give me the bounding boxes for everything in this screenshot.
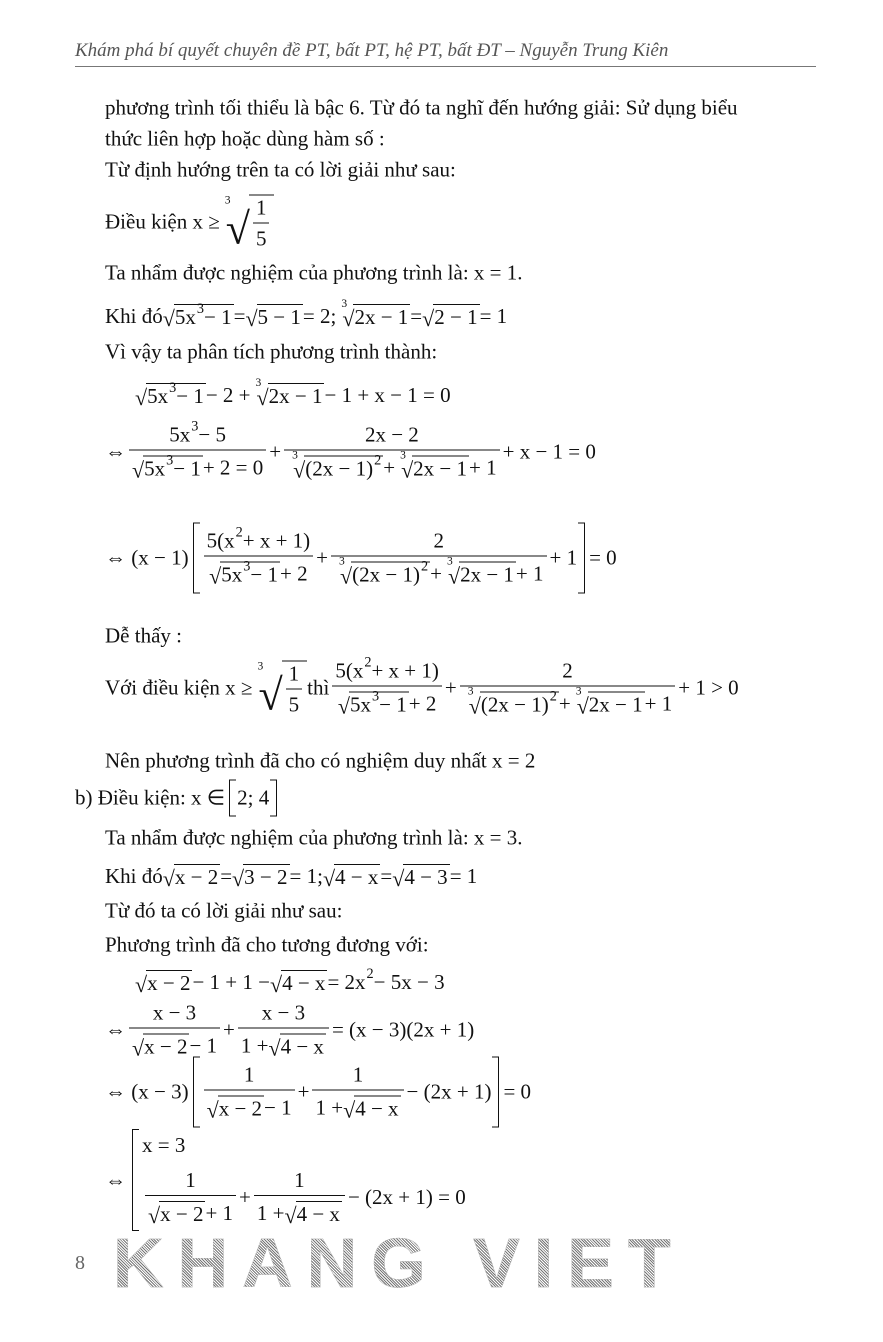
math-text: 2x − 1 — [588, 692, 643, 717]
math-text: − 1 — [189, 1033, 218, 1057]
text-line — [105, 523, 617, 594]
radical-sign: √ — [293, 457, 306, 483]
square-root — [209, 560, 280, 588]
numerator — [129, 1001, 220, 1029]
math-text: Vì vậy ta phân tích phương trình thành: — [105, 339, 438, 364]
square-root — [392, 862, 449, 890]
root-index: 3 — [575, 685, 582, 698]
math-text: + 1 > 0 — [678, 675, 739, 700]
text-line — [105, 654, 739, 720]
fraction — [129, 418, 266, 483]
superscript: 2 — [366, 965, 374, 982]
fraction — [284, 423, 499, 482]
square-root — [245, 302, 302, 330]
numerator — [238, 1001, 329, 1029]
root-index: 3 — [292, 449, 298, 462]
radical-sign: √ — [269, 971, 283, 997]
numerator — [331, 529, 546, 557]
square-root — [343, 1094, 400, 1122]
math-text: = — [220, 863, 233, 888]
radical-sign: √ — [256, 384, 269, 410]
math-text: 1 + — [240, 1033, 269, 1057]
text-line — [105, 1057, 531, 1128]
math-text: x − 2 — [174, 865, 219, 889]
denominator — [204, 1091, 295, 1122]
numerator — [312, 1063, 403, 1091]
math-text: 4 − x — [296, 1202, 340, 1226]
system-row — [142, 1168, 466, 1227]
cube-root — [226, 193, 275, 252]
text-line — [135, 377, 451, 410]
radicand — [459, 562, 516, 588]
denominator — [145, 1196, 236, 1227]
radical-sign: √ — [343, 1097, 356, 1123]
square-root — [148, 1199, 205, 1227]
math-text: − 1 — [176, 384, 204, 408]
radicand — [268, 383, 325, 409]
radical-sign: √ — [468, 693, 481, 719]
math-text: 1 — [243, 1062, 255, 1087]
superscript: 2 — [420, 558, 429, 575]
square-root — [132, 454, 203, 482]
fraction — [312, 1063, 403, 1122]
math-text: Ta nhẩm được nghiệm của phương trình là: x = 1. — [105, 260, 523, 285]
cube-root — [258, 659, 307, 718]
text-line — [105, 1001, 474, 1060]
math-text: (2x − 1) — [305, 456, 374, 481]
numerator — [254, 1168, 345, 1196]
math-text: 2x − 1 — [413, 456, 468, 481]
cube-root — [341, 298, 410, 331]
radical-sign: √ — [148, 1202, 161, 1228]
math-text: + — [223, 1017, 235, 1042]
radicand — [174, 864, 220, 890]
square-root — [135, 968, 192, 996]
square-root — [323, 862, 380, 890]
square-root — [232, 862, 289, 890]
root-index: 3 — [341, 298, 348, 310]
math-text: − 1 — [173, 456, 201, 481]
denominator — [331, 557, 546, 588]
denominator — [286, 690, 303, 718]
cube-root — [400, 449, 469, 483]
math-text: x − 2 — [218, 1096, 263, 1121]
superscript: 2 — [235, 524, 243, 541]
math-text: ⇔ (x − 1) — [105, 545, 189, 570]
math-text: 4 − 3 — [404, 865, 448, 889]
math-text: + — [269, 439, 282, 464]
fraction — [253, 196, 270, 252]
radical-sign: √ — [268, 1035, 281, 1061]
radical-sign: √ — [422, 305, 435, 331]
denominator — [335, 687, 439, 718]
text-line — [105, 340, 437, 365]
text-line — [105, 298, 508, 331]
math-text: x − 2 — [160, 1202, 204, 1226]
math-text: 5x — [350, 692, 371, 717]
math-text: x − 3 — [152, 1000, 197, 1025]
math-text: = 0 — [589, 545, 617, 570]
square-root — [135, 381, 206, 409]
radicand — [282, 661, 308, 718]
text-line — [105, 96, 738, 121]
math-text: = 1 — [479, 303, 508, 328]
math-text: 2 — [562, 658, 573, 683]
math-text: 5x — [174, 305, 196, 329]
math-text: = — [410, 303, 423, 328]
radical-sign: √ — [132, 1035, 145, 1061]
radicand — [146, 380, 206, 409]
root-index: 3 — [446, 555, 453, 568]
fraction — [204, 524, 314, 589]
math-text: − 1 — [264, 1095, 292, 1119]
radical-sign: √ — [337, 693, 350, 719]
math-text: + — [558, 691, 571, 715]
math-text: − 1 + x − 1 = 0 — [324, 382, 451, 407]
numerator — [332, 654, 442, 687]
denominator — [238, 1029, 329, 1060]
math-text: 2 — [433, 528, 444, 553]
math-text: = 0 — [503, 1079, 532, 1104]
running-header: Khám phá bí quyết chuyên đề PT, bất PT, hệ PT, bất ĐT – Nguyễn Trung Kiên — [75, 40, 669, 61]
math-text: − 1 — [250, 562, 278, 587]
math-text: Dễ thấy : — [105, 623, 182, 648]
math-text: 4 − x — [335, 865, 379, 889]
math-text: Khi đó — [105, 863, 163, 888]
math-text: 1 + — [256, 1200, 285, 1225]
radicand — [588, 692, 645, 718]
math-text: 1 — [288, 661, 300, 686]
math-text: + 1 — [205, 1200, 234, 1225]
radicand — [349, 688, 409, 718]
math-text: + 1 — [469, 455, 497, 479]
math-text: (2x − 1) — [352, 562, 420, 587]
radical-sign: √ — [340, 563, 353, 589]
text-line — [105, 624, 182, 649]
cube-root — [575, 685, 645, 719]
math-text: 2 − 1 — [434, 305, 478, 329]
square-bracket-group — [193, 523, 586, 594]
math-text: + 2 — [280, 561, 308, 585]
math-text: + — [430, 561, 442, 585]
math-text: 5(x — [335, 658, 364, 683]
math-text: 5x — [144, 456, 166, 481]
denominator — [312, 1091, 403, 1122]
radicand — [220, 558, 280, 588]
math-text: = 2; — [302, 303, 337, 328]
math-text: Với điều kiện x ≥ — [105, 675, 253, 700]
root-index: 3 — [255, 377, 262, 389]
text-line — [75, 780, 281, 817]
math-text: + 1 — [549, 545, 578, 570]
text-line — [105, 749, 535, 774]
math-text: + — [297, 1079, 310, 1104]
radicand — [304, 452, 383, 482]
fraction — [460, 659, 675, 718]
text-line — [105, 862, 477, 890]
math-text: + x + 1) — [242, 528, 311, 553]
cube-root — [446, 555, 516, 589]
radical-sign: √ — [392, 865, 405, 891]
math-text: thì — [307, 675, 330, 700]
square-bracket-group — [229, 780, 277, 817]
math-text: 4 − x — [355, 1096, 399, 1121]
math-text: = 1; — [289, 863, 323, 888]
numerator — [460, 659, 675, 687]
square-root — [270, 968, 327, 996]
radical-sign: √ — [132, 457, 145, 483]
radicand — [354, 1096, 400, 1122]
radicand — [412, 456, 469, 482]
math-text: 2x − 2 — [364, 422, 419, 447]
radicand — [218, 1096, 264, 1122]
radical-sign: √ — [447, 563, 461, 589]
cube-root — [339, 555, 430, 589]
math-text: 1 — [255, 195, 267, 220]
cube-root — [292, 449, 383, 483]
radical-sign: √ — [162, 865, 175, 891]
fraction — [331, 529, 546, 588]
root-index: 3 — [467, 685, 474, 698]
math-text: 4 − x — [280, 1034, 324, 1059]
radicand — [174, 301, 234, 330]
radicand — [334, 864, 380, 890]
math-text: ⇔ (x − 3) — [105, 1079, 189, 1104]
radicand — [433, 304, 479, 330]
math-text: = — [233, 303, 246, 328]
math-text: Điều kiện x ≥ — [105, 209, 220, 234]
math-text: 2x − 1 — [354, 305, 409, 329]
root-index: 3 — [257, 660, 264, 673]
radicand — [257, 304, 303, 330]
superscript: 3 — [372, 688, 380, 705]
fraction — [145, 1168, 236, 1227]
radicand — [249, 195, 275, 252]
math-text: = — [380, 863, 393, 888]
denominator — [129, 1029, 220, 1060]
math-text: + 2 — [408, 691, 437, 715]
radical-sign: √ — [209, 563, 222, 589]
fraction — [286, 662, 303, 718]
superscript: 2 — [549, 688, 557, 705]
math-text: Nên phương trình đã cho có nghiệm duy nhất x = 2 — [105, 748, 536, 773]
math-text: 1 — [185, 1168, 196, 1192]
math-text: − 1 — [379, 692, 407, 717]
superscript: 3 — [196, 301, 204, 318]
text-line — [105, 418, 596, 483]
publisher-watermark: KHANG VIET — [113, 1224, 685, 1302]
math-text: 5 — [288, 692, 300, 717]
numerator — [204, 524, 314, 557]
math-text: Từ định hướng trên ta có lời giải như sau: — [105, 157, 456, 182]
math-text: 2x − 1 — [268, 384, 323, 408]
math-text: 1 + — [315, 1095, 344, 1119]
math-text: − 1 — [204, 305, 232, 329]
math-text: 2; 4 — [237, 785, 270, 810]
text-line — [105, 899, 342, 924]
cube-root — [255, 377, 325, 410]
numerator — [204, 1063, 295, 1091]
math-text: 5x — [147, 384, 169, 408]
math-text: = 1 — [449, 863, 478, 888]
math-text: + — [239, 1185, 251, 1209]
text-line — [105, 193, 274, 252]
text-line — [135, 965, 445, 997]
root-index: 3 — [400, 449, 406, 462]
math-text: + — [383, 455, 396, 479]
denominator — [254, 1196, 345, 1227]
math-text: + 1 — [644, 691, 673, 715]
math-text: Ta nhẩm được nghiệm của phương trình là: x = 3. — [105, 825, 523, 850]
math-text: − 5x − 3 — [373, 969, 445, 994]
system-row — [142, 1133, 466, 1158]
equation-system — [132, 1129, 466, 1231]
text-line — [105, 1129, 466, 1231]
math-text: ⇔ — [105, 1017, 126, 1042]
root-index: 3 — [339, 555, 345, 568]
math-text: 5 − 1 — [257, 305, 301, 329]
square-root — [338, 690, 409, 718]
radical-sign: √ — [135, 384, 148, 410]
square-root — [268, 1032, 325, 1060]
root-index: 3 — [224, 194, 231, 207]
radical-sign: √ — [162, 305, 175, 331]
radicand — [351, 558, 430, 588]
numerator — [284, 423, 499, 451]
radical-sign: √ — [342, 305, 355, 331]
radicand — [146, 970, 192, 996]
page-number: 8 — [75, 1252, 85, 1274]
superscript: 2 — [364, 654, 372, 671]
radicand — [403, 864, 449, 890]
denominator — [460, 687, 675, 718]
text-line — [105, 158, 456, 183]
square-bracket-group — [193, 1057, 500, 1128]
text-line — [105, 261, 523, 286]
radical-sign: √ — [576, 693, 589, 719]
math-text: (2x − 1) — [480, 692, 549, 717]
fraction — [129, 1001, 220, 1060]
numerator — [129, 418, 266, 451]
radical-sign: √ — [232, 865, 245, 891]
denominator — [284, 451, 499, 482]
numerator — [253, 196, 270, 224]
radicand — [353, 304, 410, 330]
radical-sign: √ — [284, 1202, 297, 1228]
radicand — [243, 864, 289, 890]
fraction — [204, 1063, 295, 1122]
math-text: + — [316, 545, 329, 570]
numerator — [286, 662, 303, 690]
math-text: Khi đó — [105, 303, 163, 328]
text-line — [105, 127, 385, 152]
math-text: 5(x — [206, 528, 235, 553]
fraction — [254, 1168, 345, 1227]
fraction — [238, 1001, 329, 1060]
math-text: 4 − x — [282, 971, 326, 995]
math-text: Phương trình đã cho tương đương với: — [105, 932, 429, 957]
fraction — [332, 654, 442, 719]
square-root — [132, 1032, 189, 1060]
radical-sign: √ — [258, 670, 283, 720]
superscript: 3 — [166, 452, 174, 469]
superscript: 3 — [243, 558, 251, 575]
math-text: 5x — [169, 422, 191, 447]
math-text: b) Điều kiện: x ∈ — [75, 785, 226, 810]
math-text: x − 2 — [147, 971, 191, 995]
square-root — [207, 1094, 264, 1122]
square-root — [163, 302, 234, 330]
header-divider — [75, 66, 816, 67]
math-text: x = 3 — [142, 1133, 186, 1157]
math-text: 5x — [221, 562, 243, 587]
math-text: = (x − 3)(2x + 1) — [331, 1017, 475, 1042]
math-text: + — [444, 675, 457, 700]
radical-sign: √ — [225, 204, 250, 254]
radicand — [143, 452, 203, 482]
radical-sign: √ — [245, 305, 258, 331]
denominator — [253, 224, 270, 252]
math-text: ⇔ — [105, 1167, 126, 1192]
math-text: + 1 — [515, 561, 544, 585]
radicand — [480, 688, 559, 718]
square-root — [284, 1199, 341, 1227]
text-line — [105, 826, 523, 851]
math-text: = 2x — [327, 969, 366, 994]
cube-root — [467, 685, 559, 719]
radical-sign: √ — [322, 865, 336, 891]
radical-sign: √ — [401, 457, 414, 483]
math-text: 2x − 1 — [460, 562, 514, 587]
superscript: 3 — [169, 380, 177, 397]
numerator — [145, 1168, 236, 1196]
math-text: − (2x + 1) = 0 — [347, 1185, 466, 1209]
math-text: phương trình tối thiểu là bậc 6. Từ đó ta nghĩ đến hướng giải: Sử dụng biểu — [105, 95, 738, 120]
math-text: x − 3 — [261, 1000, 306, 1025]
square-root — [163, 862, 220, 890]
math-text: − 1 + 1 − — [192, 969, 270, 994]
text-line — [105, 933, 429, 958]
radicand — [281, 970, 327, 996]
math-text: − (2x + 1) — [406, 1079, 492, 1104]
math-text: 3 − 2 — [244, 865, 288, 889]
superscript: 3 — [191, 418, 199, 435]
math-text: Từ đó ta có lời giải như sau: — [105, 898, 343, 923]
math-text: + x − 1 = 0 — [502, 439, 596, 464]
math-text: − 2 + — [205, 382, 251, 407]
math-text: 1 — [352, 1062, 364, 1087]
math-text: 5 — [255, 226, 267, 251]
denominator — [129, 451, 266, 482]
math-text: − 5 — [198, 422, 226, 447]
math-text: thức liên hợp hoặc dùng hàm số : — [105, 126, 385, 151]
math-text: + x + 1) — [371, 658, 439, 683]
math-text: + 2 = 0 — [202, 455, 264, 479]
radical-sign: √ — [135, 971, 148, 997]
math-text: x − 2 — [144, 1034, 188, 1059]
math-text: ⇔ — [105, 439, 126, 464]
math-text: 1 — [294, 1168, 305, 1192]
denominator — [206, 557, 310, 588]
superscript: 2 — [374, 452, 382, 469]
square-root — [422, 302, 479, 330]
radical-sign: √ — [206, 1097, 219, 1123]
